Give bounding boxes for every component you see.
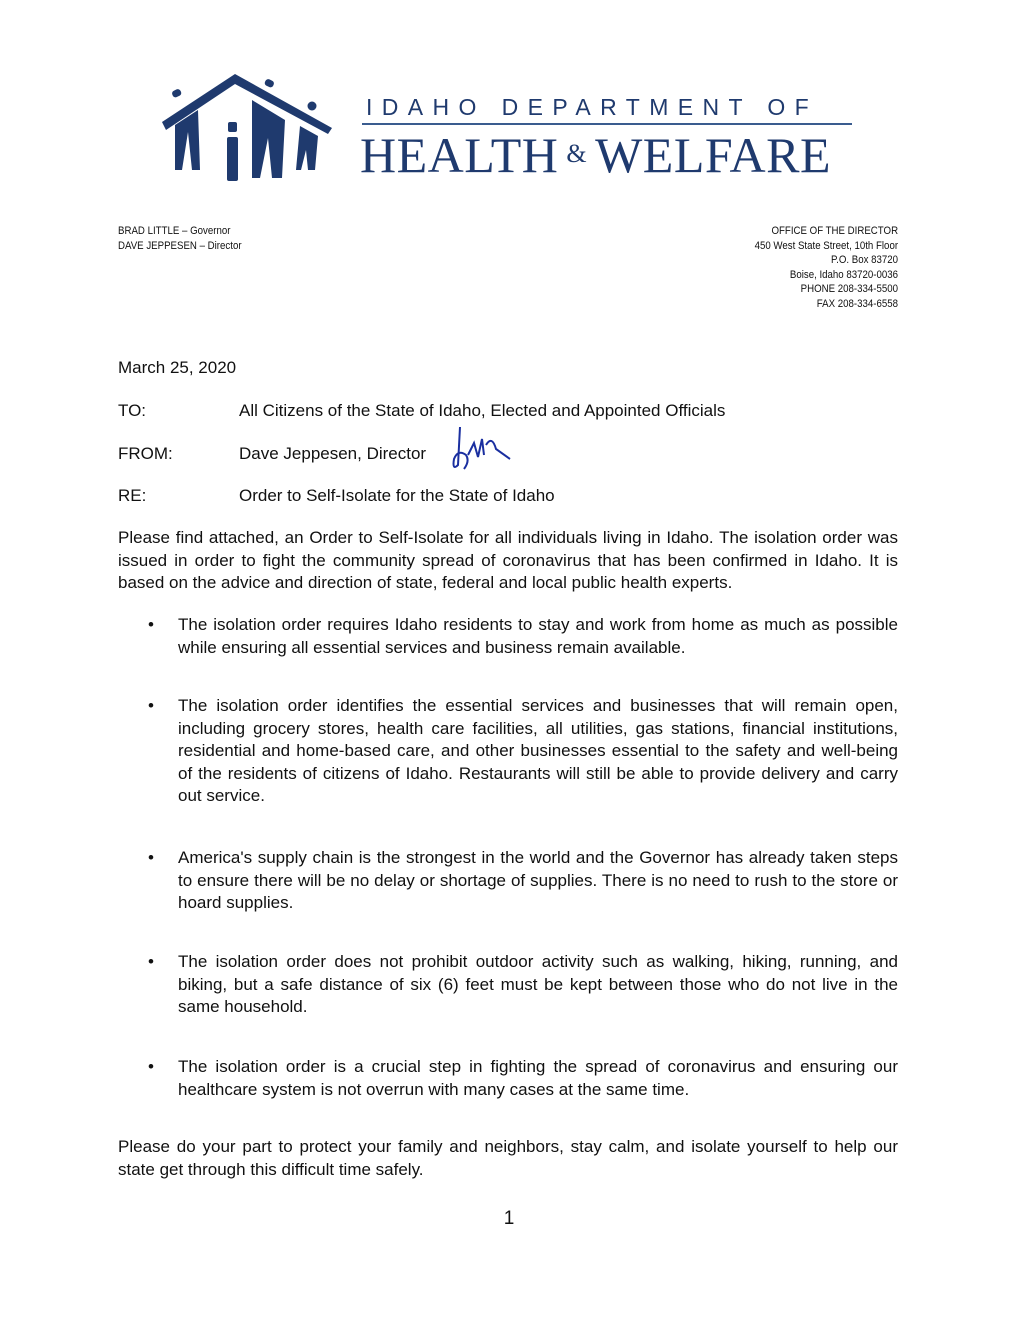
letterhead-rule	[362, 123, 852, 125]
street-address: 450 West State Street, 10th Floor	[754, 239, 898, 252]
office-address-block	[755, 224, 898, 311]
bullet-icon: •	[148, 848, 154, 867]
city-state-zip: Boise, Idaho 83720-0036	[789, 268, 898, 281]
to-value: All Citizens of the State of Idaho, Elected and Appointed Officials	[239, 401, 726, 420]
bullet-item: The isolation order is a crucial step in fighting the spread of coronavirus and ensuring our healthcare system is not overrun with many cases at the same time.	[178, 1057, 898, 1099]
bullet-item: The isolation order requires Idaho residents to stay and work from home as much as possible while ensuring all essential services and business remain available.	[178, 615, 898, 657]
dept-ampersand: &	[566, 139, 588, 168]
re-value: Order to Self-Isolate for the State of Idaho	[239, 486, 555, 505]
fax: FAX 208-334-6558	[816, 297, 898, 310]
office-name: OFFICE OF THE DIRECTOR	[771, 225, 898, 237]
re-label: RE:	[118, 486, 147, 505]
phone: PHONE 208-334-5500	[800, 283, 898, 295]
department-name-main	[360, 126, 831, 184]
signature-initials	[448, 425, 518, 475]
from-value: Dave Jeppesen, Director	[239, 444, 427, 463]
dept-welfare: WELFARE	[595, 127, 831, 183]
bullet-item: The isolation order identifies the essential services and businesses that will remain open, including grocery stores, health care facilities, all utilities, gas stations, financial institutions, residential and home-based care, and other businesses essential to the safety and well-being of the residents of citizens of Idaho. Restaurants will still be able to provide delivery and carry out service.	[178, 696, 898, 805]
intro-paragraph: Please find attached, an Order to Self-Isolate for all individuals living in Idaho. The isolation order was issued in order to fight the community spread of coronavirus that has been confirmed in Idaho. It is based on the advice and direction of state, federal and local public health experts.	[118, 528, 898, 592]
page-number: 1	[503, 1208, 515, 1229]
po-box: P.O. Box 83720	[830, 254, 898, 266]
governor-line: BRAD LITTLE – Governor	[118, 225, 231, 237]
bullet-icon: •	[148, 1057, 154, 1076]
bullet-icon: •	[148, 615, 154, 634]
house-family-logo-icon	[160, 70, 335, 185]
to-label: TO:	[118, 401, 147, 420]
memo-date: March 25, 2020	[118, 358, 237, 377]
officials-block	[118, 224, 242, 253]
from-label: FROM:	[118, 444, 173, 463]
department-name-top: IDAHO DEPARTMENT OF	[366, 94, 819, 120]
bullet-item: America's supply chain is the strongest in the world and the Governor has already taken steps to ensure there will be no delay or shortage of supplies. There is no need to rush to the store or hoard supplies.	[178, 848, 898, 912]
dept-health: HEALTH	[360, 127, 559, 183]
bullet-icon: •	[148, 696, 154, 715]
bullet-icon: •	[148, 952, 154, 971]
bullet-item: The isolation order does not prohibit outdoor activity such as walking, hiking, running, and biking, but a safe distance of six (6) feet must be kept between those who do not live in the same household.	[178, 952, 898, 1016]
closing-paragraph: Please do your part to protect your family and neighbors, stay calm, and isolate yourself to help our state get through this difficult time safely.	[118, 1137, 898, 1179]
director-line: DAVE JEPPESEN – Director	[118, 239, 242, 252]
